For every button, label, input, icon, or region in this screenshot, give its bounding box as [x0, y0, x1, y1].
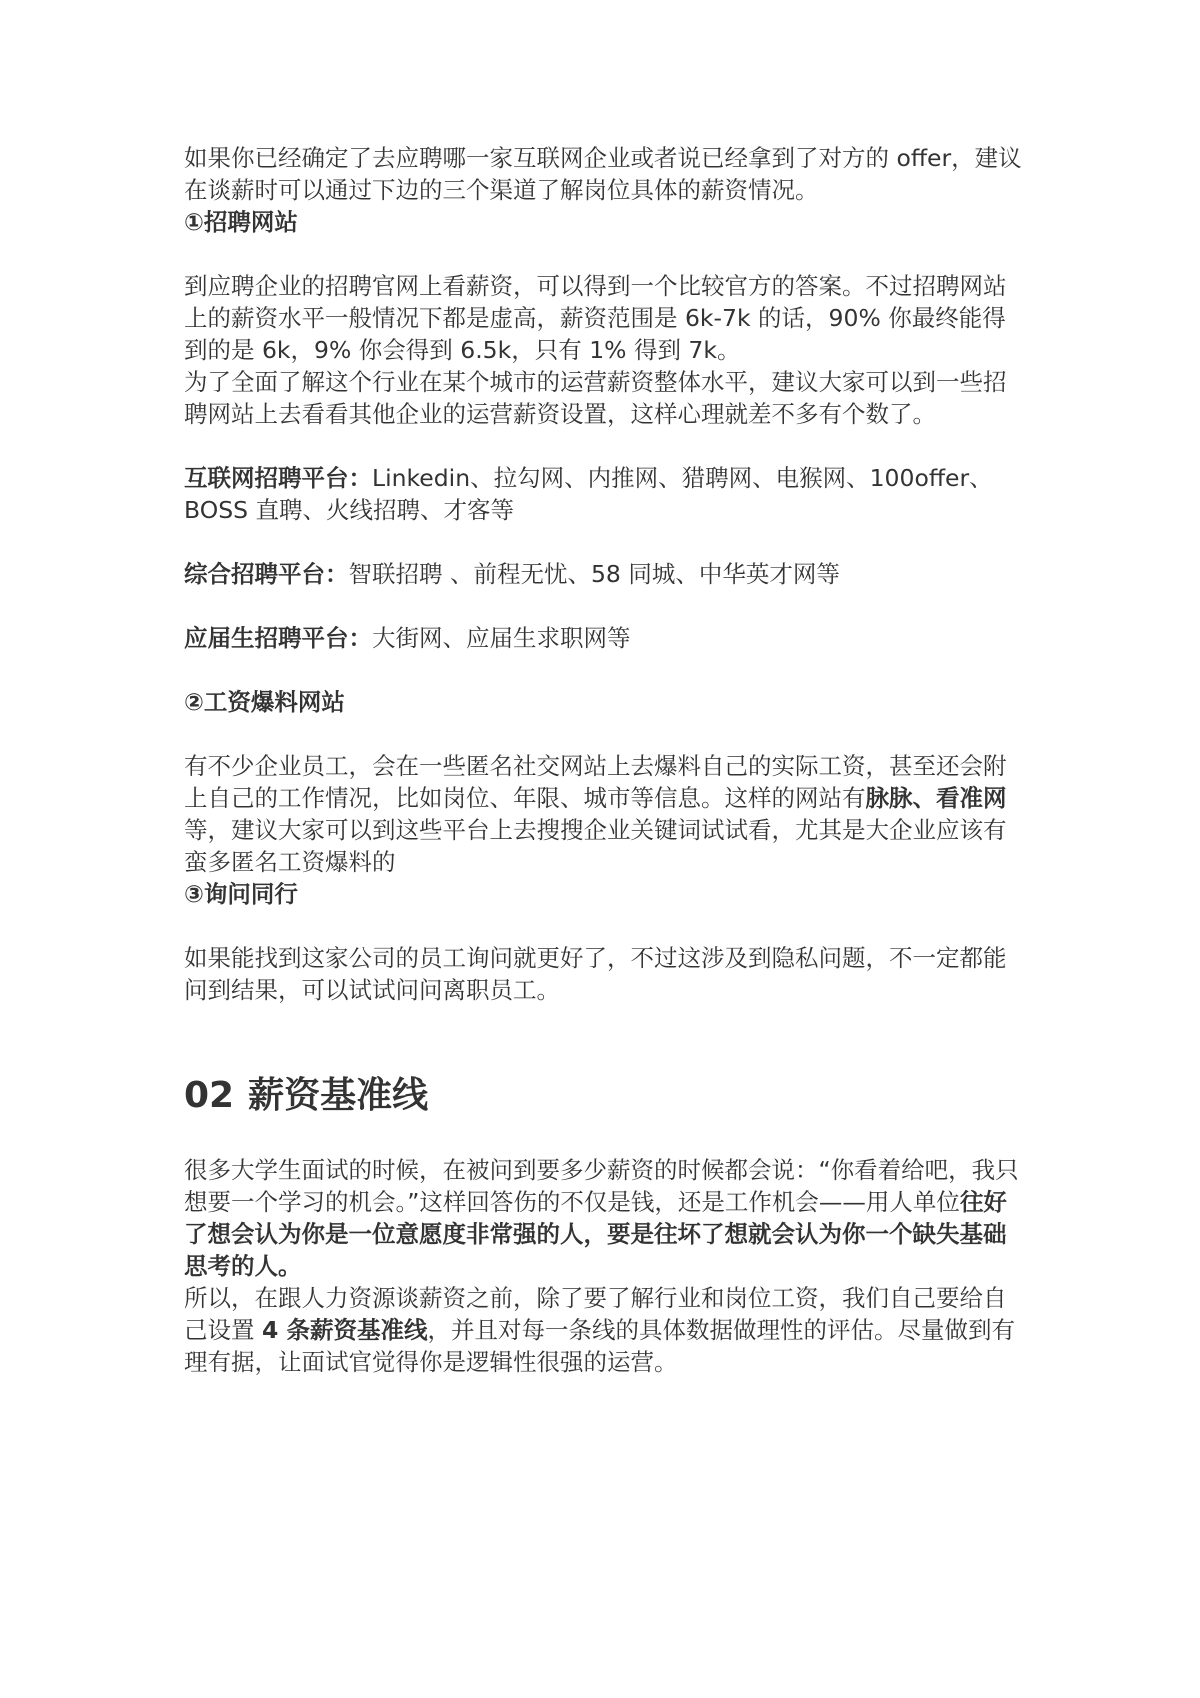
- document-page: [184, 142, 1024, 1378]
- recruitment-sites-paragraph-2: 为了全面了解这个行业在某个城市的运营薪资整体水平，建议大家可以到一些招聘网站上去看看其他企业的运营薪资设置，这样心理就差不多有个数了。: [184, 368, 1007, 428]
- baseline-text-d: ，并且对每一条线的具体数据做理性的评估。尽量做到有理有据，让面试官觉得你是逻辑性很强的运营。: [184, 1316, 1016, 1376]
- section-title-recruitment-sites: ①招聘网站: [184, 208, 298, 236]
- section-title-salary-leak-sites: ②工资爆料网站: [184, 688, 345, 716]
- spacer: [184, 238, 1024, 270]
- intro-paragraph: 如果你已经确定了去应聘哪一家互联网企业或者说已经拿到了对方的 offer，建议在谈薪时可以通过下边的三个渠道了解岗位具体的薪资情况。: [184, 144, 1022, 204]
- salary-leak-text-b: 等，建议大家可以到这些平台上去搜搜企业关键词试试看，尤其是大企业应该有蛮多匿名工资爆料的: [184, 816, 1007, 876]
- baseline-four-lines-bold: 4 条薪资基准线: [261, 1316, 428, 1344]
- internet-platforms-label: 互联网招聘平台：: [184, 464, 372, 492]
- salary-leak-text-a: 有不少企业员工，会在一些匿名社交网站上去爆料自己的实际工资，甚至还会附上自己的工作情况，比如岗位、年限、城市等信息。这样的网站有: [184, 752, 1007, 812]
- recruitment-sites-paragraph-1: 到应聘企业的招聘官网上看薪资，可以得到一个比较官方的答案。不过招聘网站上的薪资水平一般情况下都是虚高，薪资范围是 6k-7k 的话，90% 你最终能得到的是 6k，9% 你会得到 6.5k，只有 1% 得到 7k。: [184, 272, 1007, 364]
- section-number: 02: [184, 1075, 235, 1116]
- spacer: [184, 590, 1024, 622]
- general-platforms-list: 智联招聘 、前程无忧、58 同城、中华英才网等: [348, 560, 840, 588]
- baseline-text-c: 所以，在跟人力资源谈薪资之前，除了要了解行业和岗位工资，我们自己要给自己设置: [184, 1284, 1007, 1344]
- graduate-platforms-list: 大街网、应届生求职网等: [372, 624, 631, 652]
- general-platforms-label: 综合招聘平台：: [184, 560, 349, 588]
- spacer: [184, 1006, 1024, 1070]
- baseline-paragraph-2: [184, 1282, 1024, 1378]
- baseline-paragraph-1: [184, 1154, 1024, 1282]
- salary-leak-paragraph: [184, 750, 1024, 878]
- spacer: [184, 1122, 1024, 1154]
- general-platforms-paragraph: [184, 558, 1024, 590]
- section-title-ask-peers: ③询问同行: [184, 880, 298, 908]
- section-heading-title: 薪资基准线: [248, 1075, 429, 1116]
- graduate-platforms-label: 应届生招聘平台：: [184, 624, 372, 652]
- baseline-text-bold: 往好了想会认为你是一位意愿度非常强的人，要是往坏了想就会认为你一个缺失基础思考的人。: [184, 1188, 1007, 1280]
- internet-platforms-list: Linkedin、拉勾网、内推网、猎聘网、电猴网、100offer、 BOSS 直聘、火线招聘、才客等: [184, 464, 993, 524]
- salary-leak-sites-bold: 脉脉、看准网: [865, 784, 1007, 812]
- spacer: [184, 526, 1024, 558]
- ask-peers-paragraph: 如果能找到这家公司的员工询问就更好了，不过这涉及到隐私问题，不一定都能问到结果，可以试试问问离职员工。: [184, 944, 1007, 1004]
- section-heading-02: [184, 1070, 1024, 1122]
- baseline-text-a: 很多大学生面试的时候，在被问到要多少薪资的时候都会说：“你看着给吧，我只想要一个学习的机会。”这样回答伤的不仅是钱，还是工作机会——用人单位: [184, 1156, 1019, 1216]
- graduate-platforms-paragraph: [184, 622, 1024, 654]
- internet-platforms-paragraph: [184, 462, 1024, 526]
- spacer: [184, 430, 1024, 462]
- spacer: [184, 654, 1024, 686]
- spacer: [184, 910, 1024, 942]
- spacer: [184, 718, 1024, 750]
